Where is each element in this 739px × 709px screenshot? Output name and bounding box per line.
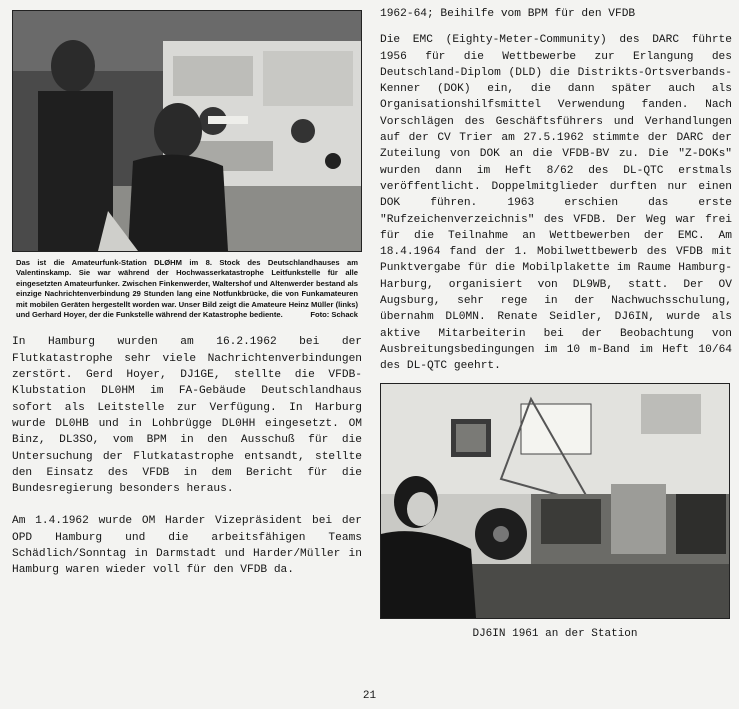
dj6in-station-photo <box>380 383 730 619</box>
dok-paragraph: Die EMC (Eighty-Meter-Community) des DARC führte 1956 für die Wettbewerbe zur Erlangung des Deutschland-Diplom (DLD) die Distrikts-Ortsverbands-Kenner (DOK) ein, die dann später auch als Organisationshilfsmittel Verwendung fanden. Nach Vorschlägen des Geschäftsführers und Verhandlungen auf der CV Trier am 27.5.1962 stimmte der DARC der Zuteilung von DOK an die VFDB-BV zu. Die "Z-DOKs" wurden dann im Heft 8/62 des DL-QTC erstmals veröffentlicht. Doppelmitglieder durften nur einen DOK führen. 1963 erschien das erste "Rufzeichenverzeichnis" des VFDB. Der Weg war frei für die Teilnahme an Wettbewerben der EMC. Am 18.4.1964 fand der 1. Mobilwettbewerb des VFDB mit Punktvergabe für die Mobilplakette im Raume Hamburg-Harburg, organisiert von DL9WB, statt. Der OV Augsburg, sehr rege in der Nachwuchsschulung, übernahm DL0MN. Renate Seidler, DJ6IN, wurde als aktive Mitarbeiterin bei der Beobachtung von Ausbreitungsbedingungen im 10 m-Band im Heft 10/64 des DL-QTC geehrt. <box>380 34 732 373</box>
section-heading: 1962-64; Beihilfe vom BPM für den VFDB <box>380 8 636 20</box>
dj6in-station-photo-graphic <box>381 384 729 618</box>
flood-paragraph: In Hamburg wurden am 16.2.1962 bei der Flutkatastrophe sehr viele Nachrichtenverbindungen zerstört. Gerd Hoyer, DJ1GE, stellte die VFDB-Klubstation DL0HM im FA-Gebäude Deutschlandhaus sofort als Leitstelle zur Verfügung. In Harburg wurde DL0HB und in Lohbrügge DL0HH eingesetzt. OM Binz, DL3SO, vom BPM in den Ausschuß für die Untersuchung der Flutkatastrophe entsandt, stellte den Einsatz des VFDB in dem Bericht für die Bundesregierung besonders heraus. <box>12 336 362 496</box>
page-number: 21 <box>362 690 377 702</box>
radio-station-photo-graphic <box>13 11 361 251</box>
radio-station-photo <box>12 10 362 252</box>
photo-caption-text: Das ist die Amateurfunk-Station DLØHM im 8. Stock des Deutschlandhauses am Valentinskamp. Sie war während der Hochwasserkatastrophe Leitfunkstelle für alle eingesetzten Amateurfunker. Zwischen Finkenwerder, Waltershof und Altenwerder bestand als einzige Nachrichtenverbindung 29 Stunden lang eine Notfunkbrücke, die von Funkamateuren mit mobilen Geräten hergestellt worden war. Unser Bild zeigt die Amateure Heinz Müller (links) und Gerhard Hoyer, der die Funkstelle während der Katastrophe bediente. <box>16 258 358 320</box>
harder-paragraph: Am 1.4.1962 wurde OM Harder Vizepräsident bei der OPD Hamburg und die arbeitsfähigen Teams Schädlich/Sonntag in Darmstadt und Harder/Müller in Hamburg waren wieder voll für den VFDB da. <box>12 515 362 577</box>
left-column <box>12 10 362 579</box>
radio-station-photo-caption <box>16 258 358 320</box>
right-column <box>380 6 732 640</box>
dj6in-photo-caption: DJ6IN 1961 an der Station <box>472 627 638 640</box>
photo-credit: Foto: Schack <box>310 310 358 320</box>
